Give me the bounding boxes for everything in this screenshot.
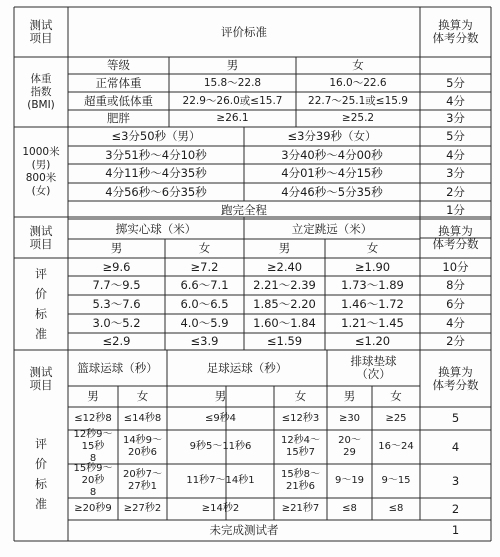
- football-female-value-line: 15秒7: [285, 447, 316, 458]
- bmi-male-value: 15.8～22.8: [203, 76, 262, 89]
- football-female-value: [274, 464, 327, 498]
- basketball-female-value-line: 20秒6: [127, 447, 158, 458]
- ball-games-criteria-label-line: 标: [34, 477, 47, 491]
- jump-female-value: 1.21～1.45: [341, 316, 404, 330]
- basketball-female-value: [118, 430, 167, 464]
- jump-male-value: ≥2.40: [266, 259, 303, 274]
- football-male-value: [167, 407, 274, 430]
- throw-jump-criteria-label-line: 标: [34, 307, 47, 321]
- bmi-level-header: 等级: [107, 58, 130, 72]
- basketball-male-header: 男: [87, 389, 99, 403]
- throw-jump-criteria-label: [14, 258, 68, 350]
- basketball-female-value-line: 20秒7～: [122, 469, 163, 480]
- jump-female-value: ≥1.90: [354, 259, 391, 274]
- basketball-female-value-line: 14秒9～: [122, 435, 163, 446]
- bmi-female-value: ≥25.2: [341, 112, 375, 124]
- ball-games-score: 2: [451, 501, 460, 516]
- volleyball-female-value-line: ≤8: [388, 503, 404, 514]
- ball-male-value: 5.3～7.6: [92, 297, 141, 311]
- ball-games-criteria-label-line: 价: [34, 457, 47, 471]
- throw-jump-score-header: [420, 217, 491, 258]
- ball-female-value: ≥7.2: [190, 259, 219, 274]
- ball-games-item-label: [14, 350, 68, 407]
- run-item-label: [14, 127, 68, 217]
- bmi-male-value: 22.9～26.0或≤15.7: [182, 94, 283, 107]
- run-score: 3分: [446, 166, 465, 180]
- basketball-female-value-line: 27秒1: [127, 481, 158, 492]
- basketball-male-value-line: ≤12秒8: [74, 412, 112, 424]
- run-item-label-line: 800米: [25, 172, 57, 184]
- bmi-score: 3分: [446, 111, 465, 125]
- ball-male-value: ≥9.6: [102, 259, 131, 274]
- ball-games-item-label-line: 项目: [29, 377, 53, 392]
- volleyball-female-value-line: 9～15: [381, 475, 411, 486]
- volleyball-male-value-line: 20～: [338, 435, 361, 446]
- football-header: 足球运球（秒）: [206, 360, 288, 375]
- ball-female-value: 6.0～6.5: [180, 297, 229, 311]
- bmi-level: 肥胖: [107, 111, 130, 125]
- basketball-male-value-line: 8: [89, 487, 97, 498]
- bmi-item-label-line: (BMI): [27, 98, 55, 111]
- volleyball-female-header: 女: [390, 389, 402, 403]
- volleyball-female-value: [372, 407, 420, 430]
- volleyball-male-value-line: 9～19: [334, 475, 365, 486]
- basketball-male-value: [68, 464, 118, 498]
- run-score: 2分: [446, 184, 465, 199]
- basketball-female-value-line: ≥27秒2: [123, 503, 162, 514]
- run-female-value: 3分40秒～4分00秒: [281, 147, 383, 162]
- jump-male-value: 2.21～2.39: [253, 278, 316, 292]
- run-male-value: 4分56秒～6分35秒: [105, 184, 207, 199]
- jump-female-value: ≤1.20: [354, 334, 391, 348]
- volleyball-male-value: [327, 464, 372, 498]
- throw-jump-score: 8分: [446, 278, 465, 292]
- basketball-male-value-line: 15秒9～20秒: [73, 463, 113, 486]
- ball-female-header: 女: [198, 241, 211, 255]
- football-female-value: [274, 498, 327, 520]
- bmi-item-label: [14, 57, 68, 127]
- score-header-line: 体考分数: [432, 31, 479, 45]
- criteria-header: 评价标准: [221, 24, 267, 39]
- basketball-male-value-line: 8: [89, 453, 97, 464]
- long-jump-header: 立定跳远（米）: [291, 221, 373, 236]
- throw-jump-item-label-line: 测试: [29, 223, 53, 238]
- test-item-header-line: 项目: [29, 31, 53, 45]
- volleyball-male-header: 男: [343, 389, 356, 403]
- throw-jump-score: 6分: [446, 297, 465, 311]
- bmi-level: 超重或低体重: [84, 93, 153, 108]
- run-score: 5分: [446, 129, 465, 143]
- bmi-male-header: 男: [226, 58, 239, 72]
- throw-jump-criteria-label-line: 评: [34, 267, 47, 281]
- ball-games-score-header-line: 换算为: [438, 364, 473, 379]
- incomplete-score: 1: [451, 523, 460, 537]
- jump-female-value: 1.73～1.89: [341, 278, 404, 292]
- throw-jump-criteria-label-line: 准: [34, 327, 47, 341]
- basketball-male-value: [68, 407, 118, 430]
- football-male-value-line: ≥14秒2: [201, 503, 240, 514]
- run-female-value: 4分01秒～4分15秒: [281, 166, 383, 180]
- ball-games-score: 5: [451, 411, 460, 425]
- football-female-value-line: ≤12秒3: [281, 412, 320, 424]
- bmi-score: 4分: [446, 93, 465, 108]
- football-female-value: [274, 407, 327, 430]
- football-female-value-line: ≥21秒7: [281, 503, 320, 514]
- football-male-value-line: 9秒5～11秒6: [189, 441, 252, 452]
- run-item-label-line: (男): [31, 159, 51, 171]
- ball-male-value: 3.0～5.2: [92, 316, 141, 330]
- volleyball-female-value-line: 16～24: [378, 441, 414, 452]
- run-male-value: 3分51秒～4分10秒: [105, 147, 207, 162]
- football-female-header: 女: [294, 389, 307, 403]
- throw-jump-item-label: [14, 217, 68, 258]
- basketball-male-value: [68, 498, 118, 520]
- jump-male-header: 男: [278, 241, 291, 255]
- volleyball-male-value-line: ≤8: [342, 503, 357, 514]
- basketball-female-value: [118, 498, 167, 520]
- ball-games-score-header: [420, 350, 491, 407]
- volleyball-header-line: （次）: [356, 367, 391, 381]
- football-female-value-line: 12秒4～: [280, 435, 321, 446]
- ball-male-value: 7.7～9.5: [92, 278, 141, 292]
- run-finish-label: 跑完全程: [221, 202, 267, 217]
- run-score: 4分: [446, 147, 465, 162]
- ball-games-criteria-label-line: 准: [34, 497, 47, 511]
- run-male-value: ≤3分50秒（男）: [111, 129, 201, 143]
- volleyball-female-value: [372, 464, 420, 498]
- throw-jump-score-header-line: 体考分数: [432, 236, 479, 251]
- volleyball-male-value: [327, 430, 372, 464]
- run-male-value: 4分11秒～4分35秒: [105, 166, 207, 180]
- jump-male-value: 1.60～1.84: [253, 316, 316, 330]
- football-male-value: [167, 430, 274, 464]
- ball-female-value: 4.0～5.9: [180, 316, 229, 330]
- throw-jump-item-label-line: 项目: [29, 236, 53, 251]
- bmi-female-value: 22.7～25.1或≤15.9: [308, 94, 408, 107]
- ball-games-item-label-line: 测试: [29, 364, 53, 379]
- ball-games-score-header-line: 体考分数: [432, 377, 479, 392]
- football-female-value: [274, 430, 327, 464]
- throw-jump-criteria-label-line: 价: [34, 287, 47, 301]
- score-header: [420, 7, 491, 57]
- jump-female-value: 1.46～1.72: [341, 297, 404, 311]
- football-male-value-line: 11秒7～14秒1: [186, 475, 255, 486]
- bmi-score: 5分: [446, 75, 465, 90]
- jump-female-header: 女: [366, 241, 379, 255]
- throw-jump-score-header-line: 换算为: [438, 223, 473, 238]
- ball-games-criteria-label: [14, 407, 68, 541]
- bmi-level: 正常体重: [95, 75, 142, 90]
- run-item-label-line: (女): [31, 185, 51, 197]
- basketball-header: 篮球运球（秒）: [77, 360, 158, 375]
- basketball-female-header: 女: [136, 389, 149, 403]
- bmi-male-value: ≥26.1: [216, 112, 249, 124]
- run-item-label-line: 1000米: [22, 146, 60, 158]
- volleyball-male-value: [327, 407, 372, 430]
- incomplete-label: 未完成测试者: [209, 523, 279, 537]
- ball-throw-header: 掷实心球（米）: [115, 221, 197, 236]
- throw-jump-score: 4分: [446, 316, 465, 330]
- ball-female-value: 6.6～7.1: [180, 278, 229, 292]
- jump-male-value: 1.85～2.20: [253, 297, 316, 311]
- throw-jump-score: 2分: [446, 334, 465, 348]
- ball-games-score: 3: [451, 473, 460, 488]
- test-item-header-line: 测试: [29, 18, 53, 32]
- ball-male-header: 男: [110, 241, 123, 255]
- throw-jump-score: 10分: [442, 259, 469, 274]
- football-male-value-line: ≤9秒4: [204, 412, 237, 424]
- volleyball-female-value: [372, 430, 420, 464]
- volleyball-female-value: [372, 498, 420, 520]
- football-male-value: [167, 464, 274, 498]
- test-item-header: [14, 7, 68, 57]
- football-male-header: 男: [214, 389, 227, 403]
- bmi-item-label-line: 体重: [30, 72, 52, 85]
- ball-games-score: 4: [451, 439, 460, 454]
- football-male-value: [167, 498, 274, 520]
- run-finish-score: 1分: [446, 202, 465, 217]
- basketball-male-value-line: 12秒9～15秒: [73, 429, 113, 452]
- basketball-female-value-line: ≤14秒8: [123, 412, 162, 424]
- jump-male-value: ≤1.59: [266, 334, 303, 348]
- basketball-female-value: [118, 464, 167, 498]
- football-female-value-line: 15秒8～: [280, 469, 321, 480]
- volleyball-header: [327, 350, 420, 386]
- volleyball-female-value-line: ≥25: [385, 412, 407, 424]
- bmi-item-label-line: 指数: [30, 85, 52, 98]
- bmi-female-header: 女: [352, 58, 364, 72]
- ball-games-criteria-label-line: 评: [34, 437, 47, 451]
- basketball-male-value-line: ≥20秒9: [74, 503, 112, 514]
- volleyball-male-value: [327, 498, 372, 520]
- football-female-value-line: 21秒6: [285, 481, 316, 492]
- basketball-female-value: [118, 407, 167, 430]
- volleyball-header-line: 排球垫球: [350, 354, 397, 368]
- volleyball-male-value-line: ≥30: [338, 412, 361, 424]
- basketball-male-value: [68, 430, 118, 464]
- volleyball-male-value-line: 29: [343, 447, 356, 458]
- ball-male-value: ≤2.9: [102, 334, 131, 348]
- bmi-female-value: 16.0～22.6: [329, 76, 387, 89]
- score-header-line: 换算为: [438, 18, 473, 32]
- run-female-value: ≤3分39秒（女）: [287, 129, 377, 143]
- ball-female-value: ≤3.9: [190, 334, 219, 348]
- run-female-value: 4分46秒～5分35秒: [281, 184, 383, 199]
